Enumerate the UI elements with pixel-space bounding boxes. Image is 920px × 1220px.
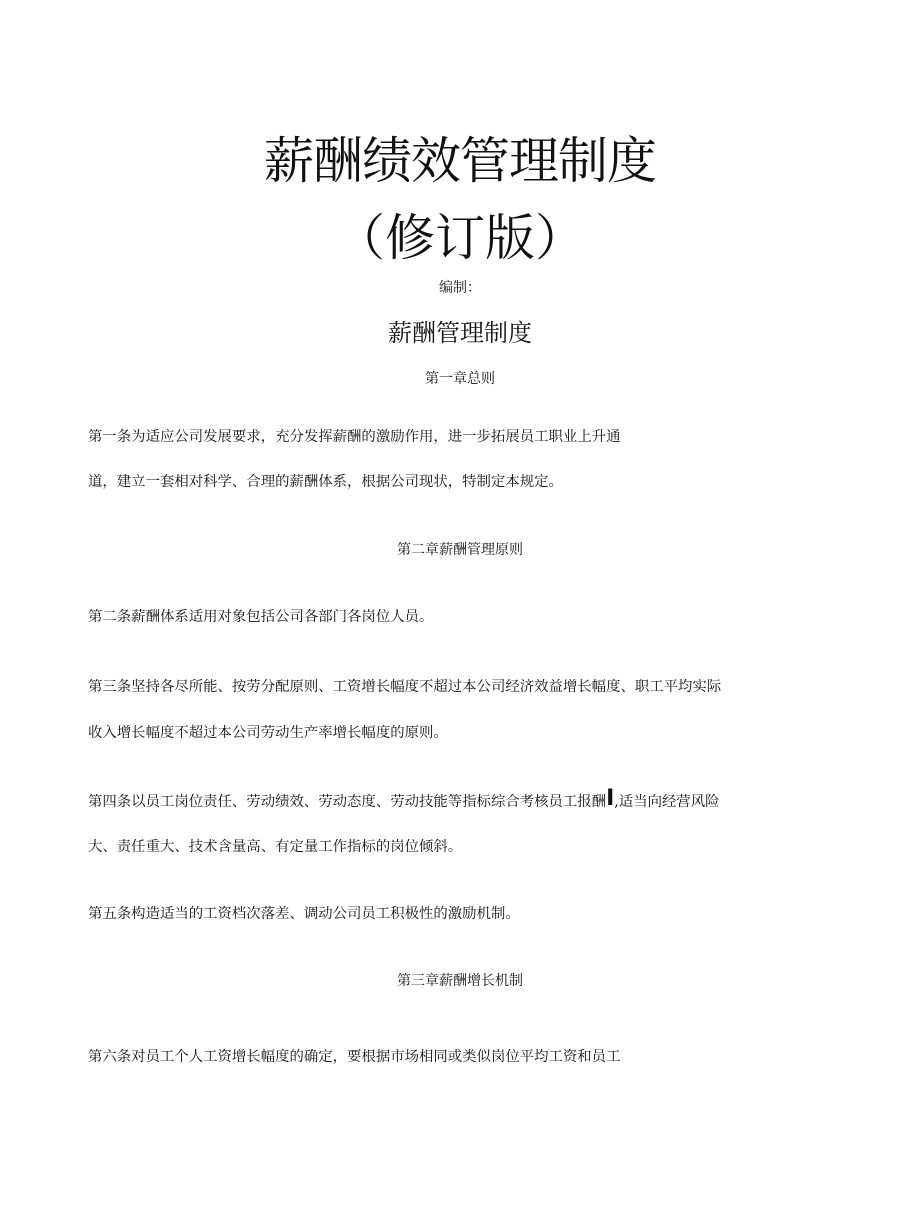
article-2-line-1: 第二条薪酬体系适用对象包括公司各部门各岗位人员。 <box>88 609 434 625</box>
article-5-line-1: 第五条构造适当的工资档次落差、调动公司员工积极性的激励机制。 <box>88 906 520 922</box>
section-document-title: 薪酬管理制度 <box>388 319 532 347</box>
article-4-line-1-part-b: ,适当向经营风险 <box>614 794 720 810</box>
article-4-stray-mark: I <box>606 786 615 811</box>
article-3-line-1: 第三条坚持各尽所能、按劳分配原则、工资增长幅度不超过本公司经济效益增长幅度、职工平均实际 <box>88 679 722 695</box>
article-4-line-1 <box>88 786 720 812</box>
article-6-line-1: 第六条对员工个人工资增长幅度的确定，要根据市场相同或类似岗位平均工资和员工 <box>88 1049 621 1065</box>
article-1-line-2: 道，建立一套相对科学、合理的薪酬体系，根据公司现状，特制定本规定。 <box>88 474 563 490</box>
chapter-2-heading: 第二章薪酬管理原则 <box>397 542 523 558</box>
document-subtitle: （修订版） <box>335 209 585 267</box>
document-main-title: 薪酬绩效管理制度 <box>264 132 656 190</box>
article-4-line-1-part-a: 第四条以员工岗位责任、劳动绩效、劳动态度、劳动技能等指标综合考核员工报酬 <box>88 794 607 810</box>
article-4-line-2: 大、责任重大、技术含量高、有定量工作指标的岗位倾斜。 <box>88 839 463 855</box>
compiled-by-label: 编制： <box>439 280 481 296</box>
article-3-line-2: 收入增长幅度不超过本公司劳动生产率增长幅度的原则。 <box>88 725 448 741</box>
chapter-3-heading: 第三章薪酬增长机制 <box>397 973 523 989</box>
article-1-line-1: 第一条为适应公司发展要求，充分发挥薪酬的激励作用，进一步拓展员工职业上升通 <box>88 429 621 445</box>
chapter-1-heading: 第一章总则 <box>425 371 495 387</box>
